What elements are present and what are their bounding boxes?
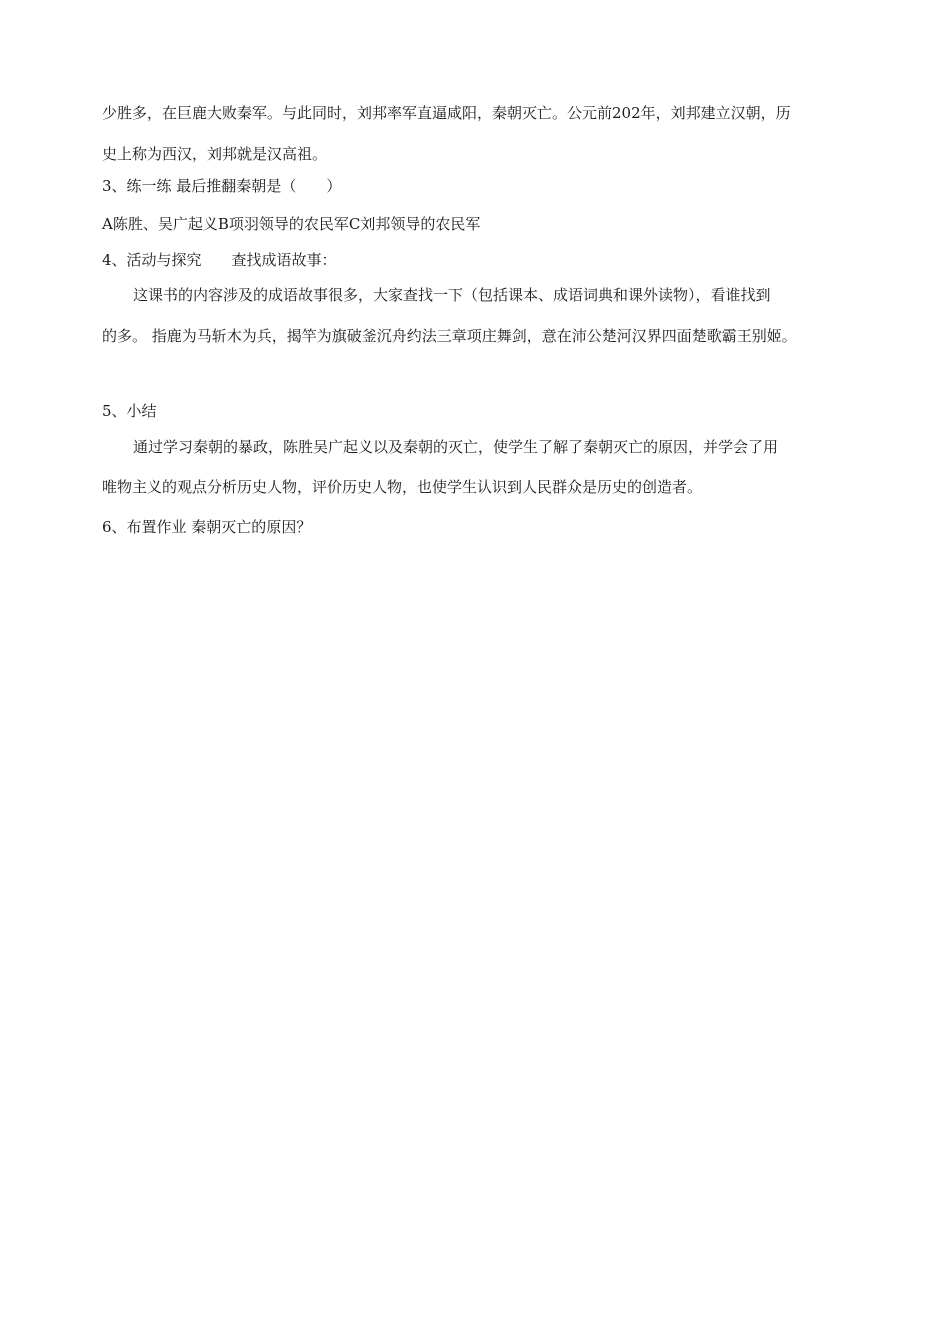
homework-heading: 6、布置作业 秦朝灭亡的原因？ [102,518,312,536]
paragraph-line: 的多。 指鹿为马斩木为兵，揭竿为旗破釜沉舟约法三章项庄舞剑，意在沛公楚河汉界四面楚歌霸王别姬。 [102,327,797,345]
exercise-options: A陈胜、吴广起义B项羽领导的农民军C刘邦领导的农民军 [102,215,481,233]
exercise-heading: 3、练一练 最后推翻秦朝是（ ） [102,177,342,195]
paragraph-line: 史上称为西汉，刘邦就是汉高祖。 [102,145,328,163]
paragraph-line: 通过学习秦朝的暴政，陈胜吴广起义以及秦朝的灭亡，使学生了解了秦朝灭亡的原因，并学会了用 [133,438,779,456]
paragraph-line: 唯物主义的观点分析历史人物，评价历史人物，也使学生认识到人民群众是历史的创造者。 [102,478,703,496]
summary-heading: 5、小结 [102,402,157,420]
paragraph-line: 少胜多，在巨鹿大败秦军。与此同时，刘邦率军直逼咸阳，秦朝灭亡。公元前202年，刘邦建立汉朝，历 [102,104,791,122]
activity-heading: 4、活动与探究 查找成语故事： [102,251,337,269]
paragraph-line: 这课书的内容涉及的成语故事很多，大家查找一下（包括课本、成语词典和课外读物），看谁找到 [133,286,771,304]
